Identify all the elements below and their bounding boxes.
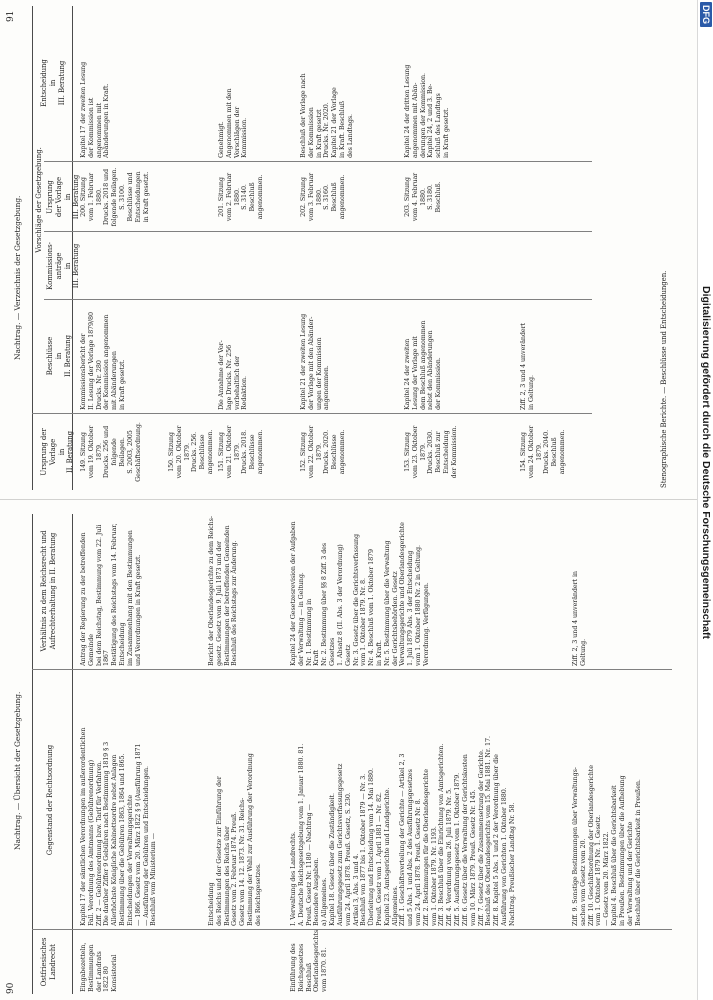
- left-col-divider-2: [32, 669, 672, 670]
- right-row1-col2: Kommissionsbericht der II. Lesung der Vorlage 1879/80 Drucks. Nr. 280 der Kommission angenommen mit Abänderungen in Kraft gesetzt.: [79, 312, 127, 410]
- right-col-header-5: Entscheidung in III. Beratung: [40, 59, 66, 107]
- left-row1-col1: Eingabezetteln, Bestimmungen der Landrats 1822 80 Konsistorial: [79, 942, 119, 992]
- right-row3-col2: Die Annahme der Vor- lage Drucks. Nr. 256 vorbehaltlich der Redaktion.: [217, 340, 249, 410]
- right-row4-col1: 152. Sitzung vom 22. Oktober 1879. Drucks. 2020. Beschlüsse angenommen.: [299, 425, 347, 479]
- right-col-header-4: Ursprung der Vorlage in III. Beratung: [46, 174, 81, 220]
- right-page-header: Nachtrag. — Verzeichnis der Gesetzgebung.: [13, 195, 22, 360]
- right-col-divider-1: [32, 413, 592, 414]
- right-row5-col5: Kapitel 24 der dritten Lesung angenommen mit Abän- derungen der Kommission. Kapitel 24, 2 und 3. Be- schluß des Landtags in Kraft gesetzt.: [403, 64, 451, 158]
- left-row4-col3: Ziff. 2, 3 und 4 unverändert in Geltung.: [571, 571, 587, 666]
- left-col-header-1: Ostfriesisches Landrecht: [40, 937, 57, 987]
- left-page-header: Nachtrag. — Übersicht der Gesetzgebung.: [13, 691, 22, 850]
- right-row5-col2: Kapitel 24 der zweiten Lesung der Vorlage mit dem Beschluß angenommen nebst den Abänderungen der Kommission.: [403, 320, 443, 410]
- right-row4-col5: Beschluß der Vorlage nach der Kommission in Kraft gesetzt Drucks. Nr. 2020. Kapitel 21 der Vorlage in Kraft. Beschluß des Landtags.: [299, 73, 354, 158]
- dfg-logo: DFG: [700, 2, 712, 27]
- left-row1-col3: Antrag der Regierung zu der betreffenden Gemeinde bei dem Reichstag, Bestimmung vom 22. Juli 1867 Bestätigung des Reichstags vom 14. Februar, Entscheidung im Zusammenhang mit den Bestimmungen und Verordnungen in Kraft gesetzt.: [79, 523, 142, 666]
- left-col-header-3: Verhältnis zu dem Reichsrecht und Aufrechterhaltung in II. Beratung: [40, 530, 57, 652]
- left-row3-col3: Kapitel 24 der Gesetzesrevision der Aufgaben der Verwaltung — in Geltung. Nr. 1. Bestimmung in Kraft Nr. 2. Bestimmung über §§ 8 Ziff. 3 des Gesetzes 1. Absatz 8 (II. Abs. 3 der Verordnung) Gesetz Nr. 3. Gesetz über die Gerichtsverfassung vom 1. Oktober 1879. Nr. 8. Nr. 4. Beschluß vom 1. Oktober 1879 in Kraft. Nr. 5. Bestimmung über die Verwaltung der Gerichtsbehörden. Gesetz Verwaltungsgerichte und Oberlandesgerichte 1. Juli 1879 Abs. 3 der Entscheidung vom 1. Oktober 1880 Nr. 2 in Geltung. Verordnung. Verfügungen.: [289, 521, 430, 666]
- dfg-sidebar: [697, 0, 713, 1000]
- right-row3-col4: 201. Sitzung vom 2. Februar 1880. S. 3140. Beschluß angenommen.: [217, 172, 265, 222]
- left-row1-col2: Kapitel 17 der sämtlichen Verordnungen im außerordentlichen Fall. Verordnung des Amtmanns (Gebührenordnung) Ziff. 2 — Gebührenordnung bzw. Tarif für Verfahren. Die darüber Ziffer 9 Gebühren nach Bestimmung 1819 § 3 Allerhöchste Königliche Kabinettsordre nebst Anlagen Bestimmung über die Gebühren 1863, 1864 und 1865. Entscheidungen der Verwaltungsgerichte — 1866. Gesetz vom 20. März 1822 § 9 (Ausführung 1871 — Ausführung der Gebühren und Entscheidungen. Beschluß vom Ministerium —: [79, 727, 158, 926]
- right-row1-col4: 200. Sitzung vom 1. Februar 1880. Drucks. 2018 und folgende Beilagen. S. 3100. Beschlüsse und Entscheidungen in Kraft gesetzt.: [79, 167, 150, 227]
- right-row6-col2: Ziff. 2, 3 und 4 unverändert in Geltung.: [519, 322, 535, 410]
- dfg-funding-text: Digitalisierung gefördert durch die Deutsche Forschungsgemeinschaft: [700, 286, 712, 639]
- right-row3-col5: Genehmigt. Angenommen mit den Vorschlägen der Kommission.: [217, 88, 249, 158]
- left-header-bottom-rule: [72, 514, 73, 994]
- right-row1-col5: Kapitel 17 der zweiten Lesung der Kommission ist angenommen mit Abänderungen in Kraft.: [79, 61, 111, 158]
- right-row6-col1: 154. Sitzung vom 24. Oktober 1879. Drucks. 2040. Beschluß angenommen.: [519, 425, 567, 479]
- right-row1-col1: 149. Sitzung vom 19. Oktober 1879. Drucks. 256 und folgende Beilagen. S. 2003, 2005 Geschäftsordnung.: [79, 422, 142, 482]
- right-col-header-2: Beschlüsse in II. Beratung: [46, 335, 72, 377]
- left-col-header-2: Gegenstand der Rechtsordnung: [46, 744, 54, 856]
- left-row2-col3: Bericht der Oberlandesgerichte zu dem Reichs- gesetz. Gesetz vom 9. Juli 1873 und der Bestimmungen der betreffenden Gemeinden Beschluß des Reichstags zur Änderung.: [207, 516, 239, 666]
- right-row5-col1: 153. Sitzung vom 23. Oktober 1879. Drucks. 2030. Beschluß zur Entscheidung der Kommission.: [403, 425, 458, 479]
- right-row4-col2: Kapitel 21 der zweiten Lesung der Vorlage mit den Abänder- ungen der Kommission angenommen.: [299, 313, 331, 410]
- right-header-top-rule: [32, 6, 33, 490]
- right-col-header-1: Ursprung der Vorlage in II. Beratung: [40, 428, 75, 476]
- page-gutter: [0, 499, 697, 500]
- right-row2-col1: 150. Sitzung vom 20. Oktober 1879. Drucks. 256. Beschlüsse angenommen.: [167, 425, 215, 479]
- left-row2-col2: Entscheidung des Reichs und der Gesetze zur Einführung der Bestimmungen des Reichs über Gesetz vom 2. Februar 1874. Preuß. Gesetz vom 14. 12. 1873. Nr. 31. Reichs- Bestimmung der Wahl zur Ausführung der Verordnung des Reichsgesetzes.: [207, 753, 262, 926]
- dfg-sidebar-text-strip: [698, 0, 713, 1000]
- right-row4-col4: 202. Sitzung vom 3. Februar 1880. S. 3160. Beschluß angenommen.: [299, 172, 347, 222]
- right-row5-col4: 203. Sitzung vom 4. Februar 1880. S. 3180. Beschluß.: [403, 172, 443, 222]
- left-page-number: 90: [6, 982, 16, 994]
- right-footnote: Stenographische Berichte. — Beschlüsse und Entscheidungen.: [660, 270, 668, 488]
- right-col-divider-2: [44, 299, 592, 300]
- left-row3-col1: Einführung des Reichsgesetzes Beschluß Oberlandesgerichts vom 1870. 81.: [289, 929, 329, 992]
- left-row4-col2: Ziff. 9. Sonstige Bestimmungen über Verwaltungs- sachen vom Gesetz vom 20. Ziff. 10. Geschäftsordnung der Oberlandesgerichte vom 1. Oktober 1879 Nr. 1. Gesetz. — Gesetz vom 20. März 1822. Kapitel 4. Beschluß über die Gerichtsbarkeit in Preußen. Bestimmungen über die Aufhebung der Verwaltung und der Gerichte Beschluß über die Gerichtsbarkeit in Preußen.: [571, 765, 642, 926]
- right-row3-col1: 151. Sitzung vom 21. Oktober 1879. Drucks. 2018. Beschlüsse angenommen.: [217, 425, 265, 479]
- left-row3-col2: I. Verwaltung des Landrechts. A. Deutsche Reichsgesetzgebung vom 1. Januar 1880. 81. Preuß. Gesetz Nr. 1180 — Nachtrag — Besondere Ausgaben. a) Allgemeines. Kapitel 18. Gesetz über die Zuständigkeit. Ausführungsgesetz zum Gerichtsverfassungsgesetz vom 24. April 1878. Preuß. Gesetz, S. 230. Artikel 3, Abs. 3 und 4. Beschluß von 1877 bis 1. Oktober 1879 — Nr. 3. Überleitung und Entscheidung vom 14. Mai 1880. Preuß. Gesetz vom 1. April 1881 — Nr. 82. Kapitel 23. Amtsgerichte und Landgerichte. Allgemeines. Ziff. 1. Geschäftsverteilung der Gerichte — Artikel 2, 3 und 5 Abs. 1 und Abs. 2 des Ausführungsgesetzes vom 24. April 1878. Preuß. Gesetz Nr. 8. Ziff. 2. Bestimmungen für die Oberlandesgerichte vom 1. Oktober 1879. Nr. 1193. Ziff. 3. Beschluß über die Einrichtung von Amtsgerichten. Ziff. 4. Verordnung vom 26. Juli 1879. Nr. 5. Ziff. 5. Ausführungsgesetz vom 1. Oktober 1879. Ziff. 6. Gesetz über die Verwaltung der Gerichtskosten vom 10. März 1879. Preuß. Gesetz Nr. 145. Ziff. 7. Gesetz über die Zusammensetzung der Gerichte. Beschluß des Oberlandesgerichts vom 15. Mai 1881. Nr. 17. Ziff. 8. Kapitel 5 Abs. 1 und 2 der Verordnung über die Ausführung von Gerichten 1. Oktober 1880. Nachtrag. Preußischer Landtag Nr. 58.: [289, 736, 516, 926]
- left-header-top-rule: [32, 514, 33, 994]
- right-col-divider-3: [44, 231, 592, 232]
- left-col-divider-1: [32, 929, 672, 930]
- right-col-header-3: Kommissions- anträge in III. Beratung: [46, 242, 81, 290]
- right-group-heading: Vorschläge der Gesetzgebung.: [35, 147, 43, 253]
- right-page-number: 91: [6, 10, 16, 22]
- right-col-divider-4: [44, 161, 592, 162]
